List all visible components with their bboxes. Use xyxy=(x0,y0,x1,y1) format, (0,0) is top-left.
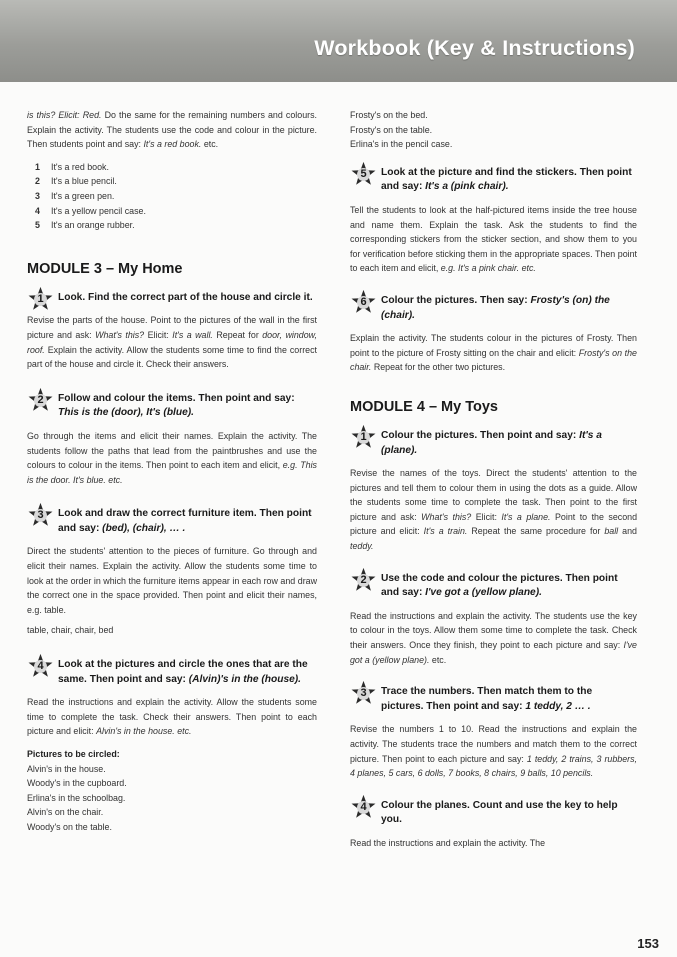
m4-task-3 xyxy=(350,685,637,714)
list-item: 1 It's a red book. xyxy=(35,161,109,172)
task-title: Colour the planes. Count and use the key to help you. xyxy=(381,799,618,826)
task-3-instructions: Direct the students' attention to the pieces of furniture. Go through and elicit their names. Explain the activity. Allow the students some time to look at the order in which the furniture items appear in each row and draw the correct one in the space provided. Then point and elicit their names, e.g. table. xyxy=(27,546,317,615)
star-number-icon: 5 xyxy=(350,161,377,188)
left-column xyxy=(27,108,317,835)
task-title: Colour the pictures. Then say: Frosty's (on) the (chair). xyxy=(381,294,610,321)
task-1 xyxy=(27,291,317,306)
task-2 xyxy=(27,392,317,421)
list-item: Erlina's in the pencil case. xyxy=(350,139,453,150)
list-item: Frosty's on the bed. xyxy=(350,110,428,120)
task-6 xyxy=(350,294,637,323)
task-1-instructions: Revise the parts of the house. Point to the pictures of the wall in the first picture and ask: What's this? Elicit: It's a wall. Repeat for door, window, roof. Explain the activity. Allow the students some time to find the correct part of the house and circle it. Check their answers. xyxy=(27,315,318,370)
star-number-icon: 1 xyxy=(27,286,54,313)
m4-task-1-instructions: Revise the names of the toys. Direct the students' attention to the pictures and tell them to colour them in using the dots as a guide. Allow the students some time to complete the task. Then point to the first picture and ask: What's this? Elicit: It's a plane. Point to the second picture and elicit: It's a train. Repeat the same procedure for ball and teddy. xyxy=(350,468,638,552)
task-title: Look at the picture and find the stickers. Then point and say: It's a (pink chair). xyxy=(381,166,632,193)
star-number-icon: 2 xyxy=(27,387,54,414)
task-3 xyxy=(27,507,317,536)
list-item: Frosty's on the table. xyxy=(350,124,433,135)
intro-paragraph: is this? Elicit: Red. Do the same for the remaining numbers and colours. Explain the activity. The students use the code and colour in the picture. Then students point and say: It's a red book. etc. xyxy=(27,110,317,150)
list-item: 3 It's a green pen. xyxy=(35,190,115,201)
module-3-title: MODULE 3 – My Home xyxy=(27,260,183,277)
task-title: Follow and colour the items. Then point and say: This is the (door), It's (blue). xyxy=(58,392,295,419)
task-title: Trace the numbers. Then match them to the pictures. Then point and say: 1 teddy, 2 … . xyxy=(381,686,593,712)
module-4-title: MODULE 4 – My Toys xyxy=(350,398,498,415)
header-title: Workbook (Key & Instructions) xyxy=(314,36,635,60)
list-item: Alvin's on the chair. xyxy=(27,807,104,818)
m4-task-2-instructions: Read the instructions and explain the activity. The students use the key to colour in the toys. Allow them some time to complete the task. Check their answers. Once they finish, they point to each picture and say: I've got a (yellow plane). etc. xyxy=(350,610,637,665)
m4-task-4 xyxy=(350,799,637,828)
star-number-icon: 3 xyxy=(27,502,54,529)
task-3-answer: table, chair, chair, bed xyxy=(27,625,114,636)
list-item: Alvin's in the house. xyxy=(27,763,106,774)
list-item: 4 It's a yellow pencil case. xyxy=(35,205,146,216)
page-number: 153 xyxy=(637,936,659,951)
list-item: Woody's on the table. xyxy=(27,821,112,832)
list-item: Erlina's in the schoolbag. xyxy=(27,792,126,803)
star-number-icon: 1 xyxy=(350,424,377,451)
m4-task-4-instructions: Read the instructions and explain the activity. The xyxy=(350,837,546,848)
star-number-icon: 6 xyxy=(350,289,377,316)
task-2-instructions: Go through the items and elicit their names. Explain the activity. The students follow the paths that lead from the paintbrushes and use the colours to colour in the items. Then point to each item and elicit, e.g. This is the door. It's blue. etc. xyxy=(27,430,317,485)
list-item: Woody's in the cupboard. xyxy=(27,778,127,789)
task-5 xyxy=(350,166,637,195)
star-number-icon: 3 xyxy=(350,680,377,707)
task-title: Look. Find the correct part of the house and circle it. xyxy=(58,291,313,303)
m4-task-3-instructions: Revise the numbers 1 to 10. Read the instructions and explain the activity. The students trace the numbers and match them to the correct picture. Then point to each picture and say: 1 teddy, 2 trains, 3 rubbers, 4 planes, 5 cars, 6 dolls, 7 books, 8 chairs, 9 balls, 10 pencils. xyxy=(350,724,637,779)
star-number-icon: 2 xyxy=(350,567,377,594)
task-6-instructions: Explain the activity. The students colour in the pictures of Frosty. Then point to the picture of Frosty sitting on the chair and elicit: Frosty's on the chair. Repeat for the other two pictures. xyxy=(350,333,637,373)
page-header xyxy=(0,0,677,82)
star-number-icon: 4 xyxy=(350,794,377,821)
task-title: Look at the pictures and circle the ones that are the same. Then point and say: (Alvin)'s in the (house). xyxy=(58,659,308,685)
task-4-instructions: Read the instructions and explain the activity. Allow the students some time to complete the task. Check their answers. Then point to each picture and elicit: Alvin's in the house. etc. xyxy=(27,697,317,737)
right-column xyxy=(350,108,637,851)
list-item: 5 It's an orange rubber. xyxy=(35,220,135,231)
task-5-instructions: Tell the students to look at the half-pictured items inside the tree house and name them. Explain the task. Ask the students to find the corresponding stickers from the sticker section, and show them to you for verification before sticking them in the appropriate spaces. Then point to each item and elicit, e.g. It's a pink chair. etc. xyxy=(350,204,637,274)
task-title: Colour the pictures. Then point and say: It's a (plane). xyxy=(381,429,602,456)
answer-list xyxy=(35,160,317,233)
list-item: 2 It's a blue pencil. xyxy=(35,176,117,187)
m4-task-2 xyxy=(350,572,637,601)
star-number-icon: 4 xyxy=(27,653,54,680)
task-title: Use the code and colour the pictures. Then point and say: I've got a (yellow plane). xyxy=(381,572,618,599)
task-4 xyxy=(27,658,317,687)
circled-heading: Pictures to be circled: xyxy=(27,749,120,759)
m4-task-1 xyxy=(350,429,637,458)
task-title: Look and draw the correct furniture item. Then point and say: (bed), (chair), … . xyxy=(58,508,312,534)
